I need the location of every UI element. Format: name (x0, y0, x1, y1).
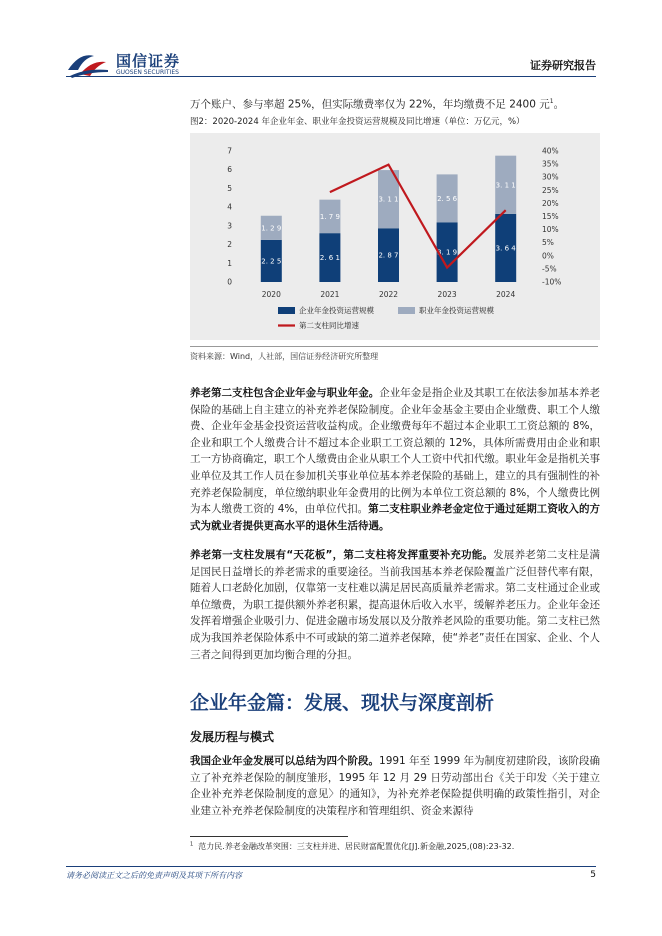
left-tick-label: 4 (227, 202, 232, 212)
logo-cn-text: 国信证券 (116, 52, 181, 70)
x-tick-label: 2023 (437, 290, 457, 299)
figure-caption: 图2：2020-2024 年企业年金、职业年金投资运营规模及同比增速（单位：万亿元，%） (190, 117, 525, 127)
footnote-divider (190, 836, 348, 837)
x-tick-label: 2021 (320, 290, 340, 299)
intro-text: 万个账户、参与率超 25%，但实际缴费率仅为 22%，年均缴费不足 2400 元 (190, 98, 550, 111)
disclaimer-text[interactable]: 请务必阅读正文之后的免责声明及其项下所有内容 (66, 871, 242, 880)
left-tick-label: 3 (227, 221, 232, 231)
growth-rate-line (330, 165, 506, 268)
right-tick-label: -5% (542, 264, 557, 274)
source-divider (190, 346, 598, 347)
left-tick-label: 1 (227, 258, 232, 268)
right-tick-label: -10% (542, 277, 562, 287)
section-title: 企业年金篇：发展、现状与深度剖析 (190, 692, 495, 714)
pension-chart (190, 133, 600, 340)
left-tick-label: 6 (227, 165, 232, 175)
subsection-title: 发展历程与模式 (190, 730, 275, 744)
bar-data-label: 3. 1 1 (495, 181, 516, 190)
legend-label: 职业年金投资运营规模 (419, 306, 494, 315)
left-tick-label: 7 (227, 146, 232, 156)
paragraph-development-stages (190, 753, 600, 819)
bar-data-label: 2. 6 1 (319, 254, 340, 263)
footer-divider (66, 866, 596, 867)
bar-data-label: 3. 1 9 (437, 248, 458, 257)
bar-data-label: 3. 6 4 (495, 244, 516, 253)
right-tick-label: 5% (542, 238, 554, 248)
paragraph-first-pillar (190, 547, 600, 663)
bar-data-label: 3. 1 1 (378, 195, 399, 204)
intro-end: 。 (553, 98, 565, 111)
chart-container (190, 133, 600, 340)
left-axis-ticks (227, 147, 232, 287)
left-tick-label: 2 (227, 240, 232, 250)
legend-swatch (398, 307, 415, 314)
para3-lead: 我国企业年金发展可以总结为四个阶段。 (190, 755, 380, 767)
footnote-mark: 1 (190, 841, 194, 848)
footnote (190, 841, 514, 852)
para3-text: 1991 年至 1999 年为制度初建阶段，该阶段确立了补充养老保险的制度雏形，1995 年 12 月 29 日劳动部出台《关于印发〈关于建立企业补充养老保险制度的意见〉的通知》，为补充养老保险提供明确的政策性指引，对企业建立补充养老保险制度的决策程序和管理组织、资金来源待 (190, 755, 600, 817)
left-tick-label: 5 (227, 183, 232, 193)
chart-legend (278, 305, 494, 330)
right-tick-label: 35% (542, 159, 559, 169)
intro-line (190, 95, 600, 112)
bar-data-label: 1. 2 9 (261, 224, 282, 233)
right-tick-label: 25% (542, 185, 559, 195)
bar-data-label: 1. 7 9 (319, 212, 340, 221)
x-tick-label: 2024 (496, 290, 516, 299)
x-tick-label: 2022 (378, 290, 399, 299)
figure-source: 资料来源：Wind，人社部，国信证券经济研究所整理 (190, 352, 379, 361)
legend-label: 第二支柱同比增速 (299, 321, 359, 330)
bar-data-label: 2. 2 5 (261, 257, 282, 266)
paragraph-second-pillar (190, 385, 600, 534)
guosen-logo-icon (66, 48, 110, 78)
para1-lead: 养老第二支柱包含企业年金与职业年金。 (190, 387, 380, 399)
bar-data-label: 2. 5 6 (437, 194, 458, 203)
legend-label: 企业年金投资运营规模 (299, 306, 374, 315)
para2-text: 发展养老第二支柱是满足国民日益增长的养老需求的重要途径。当前我国基本养老保险覆盖广泛但替代率有限，随着人口老龄化加剧，仅靠第一支柱难以满足居民高质量养老需求。第二支柱通过企业或单位缴费，为职工提供额外养老积累，提高退休后收入水平，缓解养老压力。企业年金还发挥着增强企业吸引力、促进金融市场发展以及分散养老风险的重要功能。第二支柱已然成为我国养老保险体系中不可或缺的第二道养老保障，使“养老”责任在国家、企业、个人三者之间得到更加均衡合理的分担。 (190, 549, 600, 661)
right-tick-label: 40% (542, 146, 559, 156)
right-tick-label: 20% (542, 198, 559, 208)
right-axis-ticks (542, 147, 561, 287)
right-tick-label: 15% (542, 212, 559, 221)
bar-data-label: 2. 8 7 (378, 251, 399, 260)
para2-lead: 养老第一支柱发展有“天花板”，第二支柱将发挥重要补充功能。 (190, 549, 494, 561)
intro-footnote-ref[interactable]: 1 (549, 98, 554, 105)
bar-group (261, 156, 516, 282)
right-tick-label: 10% (542, 225, 559, 235)
x-tick-label: 2020 (261, 290, 281, 299)
legend-swatch (278, 307, 295, 314)
report-type-label: 证券研究报告 (530, 59, 596, 72)
para1-text: 企业年金是指企业及其职工在依法参加基本养老保险的基础上自主建立的补充养老保险制度。企业年金基金主要由企业缴费、职工个人缴费、企业年金基金投资运营收益构成。企业缴费每年不超过本企业职工工资总额的 8%，企业和职工个人缴费合计不超过本企业职工工资总额的 12%，具体所需费用由企业和职工一方协商确定，职工个人缴费由企业从职工个人工资中代扣代缴。职业年金是指机关事业单位及其工作人员在参加机关事业单位基本养老保险的基础上，建立的具有强制性的补充养老保险制度，单位缴纳职业年金费用的比例为本单位工资总额的 8%，个人缴费比例为本人缴费工资的 4%，由单位代扣。 (190, 387, 601, 516)
right-tick-label: 0% (542, 251, 554, 261)
growth-line-group (330, 165, 506, 268)
header-divider (66, 76, 596, 77)
right-tick-label: 30% (542, 172, 559, 182)
x-axis-ticks (262, 290, 516, 299)
left-tick-label: 0 (227, 277, 232, 287)
footnote-text: 范力民.养老金融改革突围：三支柱并进、居民财富配置优化[J].新金融,2025,(08):23-32. (198, 842, 515, 851)
page-number: 5 (590, 870, 596, 880)
logo-en-text: GUOSEN SECURITIES (116, 69, 179, 76)
para1-tail: 第二支柱职业养老金定位于通过延期工资收入的方式为就业者提供更高水平的退休生活待遇。 (190, 503, 601, 532)
